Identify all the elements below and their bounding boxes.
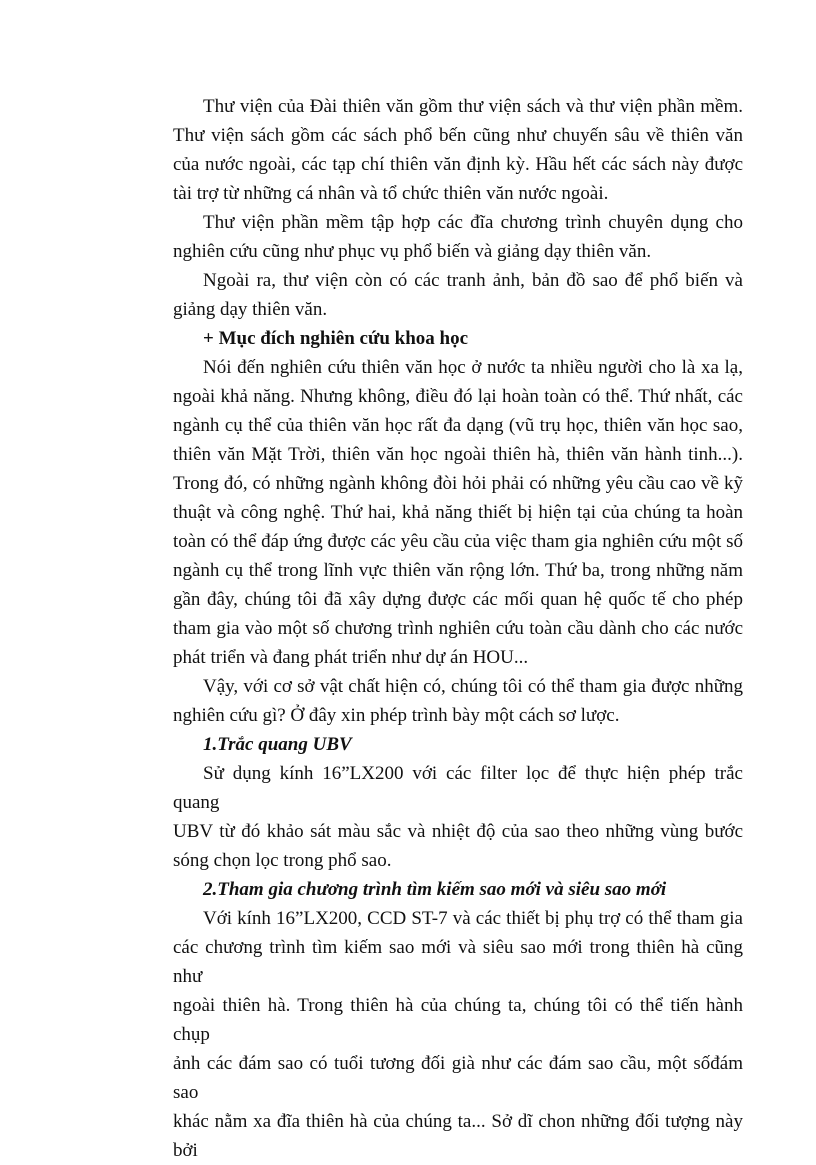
text-line: các chương trình tìm kiếm sao mới và siêu sao mới trong thiên hà cũng như — [173, 937, 743, 987]
text-line: khác nằm xa đĩa thiên hà của chúng ta... Sở dĩ chon những đối tượng này bởi — [173, 1111, 743, 1161]
text-line: Thư viện phần mềm tập hợp các đĩa chương trình chuyên dụng cho — [203, 212, 743, 233]
section-heading-ubv-photometry: 1.Trắc quang UBV — [203, 734, 352, 755]
section-heading-nova-search: 2.Tham gia chương trình tìm kiếm sao mới và siêu sao mới — [203, 879, 667, 900]
paragraph-overview-question — [173, 672, 743, 730]
text-line: UBV từ đó khảo sát màu sắc và nhiệt độ của sao theo những vùng bước — [173, 821, 743, 842]
text-line: ngoài khả năng. Nhưng không, điều đó lại hoàn toàn có thể. Thứ nhất, các — [173, 386, 743, 407]
text-line: Thư viện sách gồm các sách phổ bến cũng như chuyến sâu về thiên văn — [173, 125, 743, 146]
document-page — [173, 92, 743, 1165]
text-line: thuật và công nghệ. Thứ hai, khả năng thiết bị hiện tại của chúng ta hoàn — [173, 502, 743, 523]
text-line: giảng dạy thiên văn. — [173, 299, 328, 320]
paragraph-research-intro — [173, 353, 743, 672]
paragraph-ubv-photometry — [173, 759, 743, 875]
paragraph-library-overview — [173, 92, 743, 208]
text-line: ngoài thiên hà. Trong thiên hà của chúng ta, chúng tôi có thể tiến hành chụp — [173, 995, 743, 1045]
text-line: ngành cụ thể của thiên văn học rất đa dạng (vũ trụ học, thiên văn học sao, — [173, 415, 743, 436]
text-line: Sử dụng kính 16”LX200 với các filter lọc để thực hiện phép trắc quang — [173, 763, 743, 813]
text-line: thiên văn Mặt Trời, thiên văn học ngoài thiên hà, thiên văn hành tinh...). — [173, 444, 743, 465]
text-line: Trong đó, có những ngành không đòi hỏi phải có những yêu cầu cao về kỹ — [173, 473, 743, 494]
section-heading-research-purpose: + Mục đích nghiên cứu khoa học — [203, 328, 469, 349]
text-line: gần đây, chúng tôi đã xây dựng được các mối quan hệ quốc tế cho phép — [173, 589, 743, 610]
text-line: Với kính 16”LX200, CCD ST-7 và các thiết bị phụ trợ có thể tham gia — [203, 908, 743, 929]
text-line: Thư viện của Đài thiên văn gồm thư viện sách và thư viện phần mềm. — [203, 96, 743, 117]
text-line: của nước ngoài, các tạp chí thiên văn định kỳ. Hầu hết các sách này được — [173, 154, 743, 175]
text-line: nghiên cứu cũng như phục vụ phổ biến và giảng dạy thiên văn. — [173, 241, 652, 262]
text-line: tham gia vào một số chương trình nghiên cứu toàn cầu dành cho các nước — [173, 618, 743, 639]
paragraph-software-library — [173, 208, 743, 266]
paragraph-pictures-maps — [173, 266, 743, 324]
text-line: tài trợ từ những cá nhân và tổ chức thiên văn nước ngoài. — [173, 183, 609, 204]
paragraph-nova-search — [173, 904, 743, 1165]
text-line: Vậy, với cơ sở vật chất hiện có, chúng tôi có thể tham gia được những — [203, 676, 743, 697]
text-line: nghiên cứu gì? Ở đây xin phép trình bày một cách sơ lược. — [173, 705, 620, 726]
text-line: ngành cụ thể trong lĩnh vực thiên văn rộng lớn. Thứ ba, trong những năm — [173, 560, 743, 581]
text-line: ảnh các đám sao có tuổi tương đối già như các đám sao cầu, một sốđám sao — [173, 1053, 743, 1103]
text-line: toàn có thể đáp ứng được các yêu cầu của việc tham gia nghiên cứu một số — [173, 531, 743, 552]
text-line: phát triển và đang phát triển như dự án HOU... — [173, 647, 529, 668]
text-line: Nói đến nghiên cứu thiên văn học ở nước ta nhiều người cho là xa lạ, — [203, 357, 743, 378]
text-line: sóng chọn lọc trong phổ sao. — [173, 850, 392, 871]
text-line: Ngoài ra, thư viện còn có các tranh ảnh, bản đồ sao để phổ biến và — [203, 270, 743, 291]
